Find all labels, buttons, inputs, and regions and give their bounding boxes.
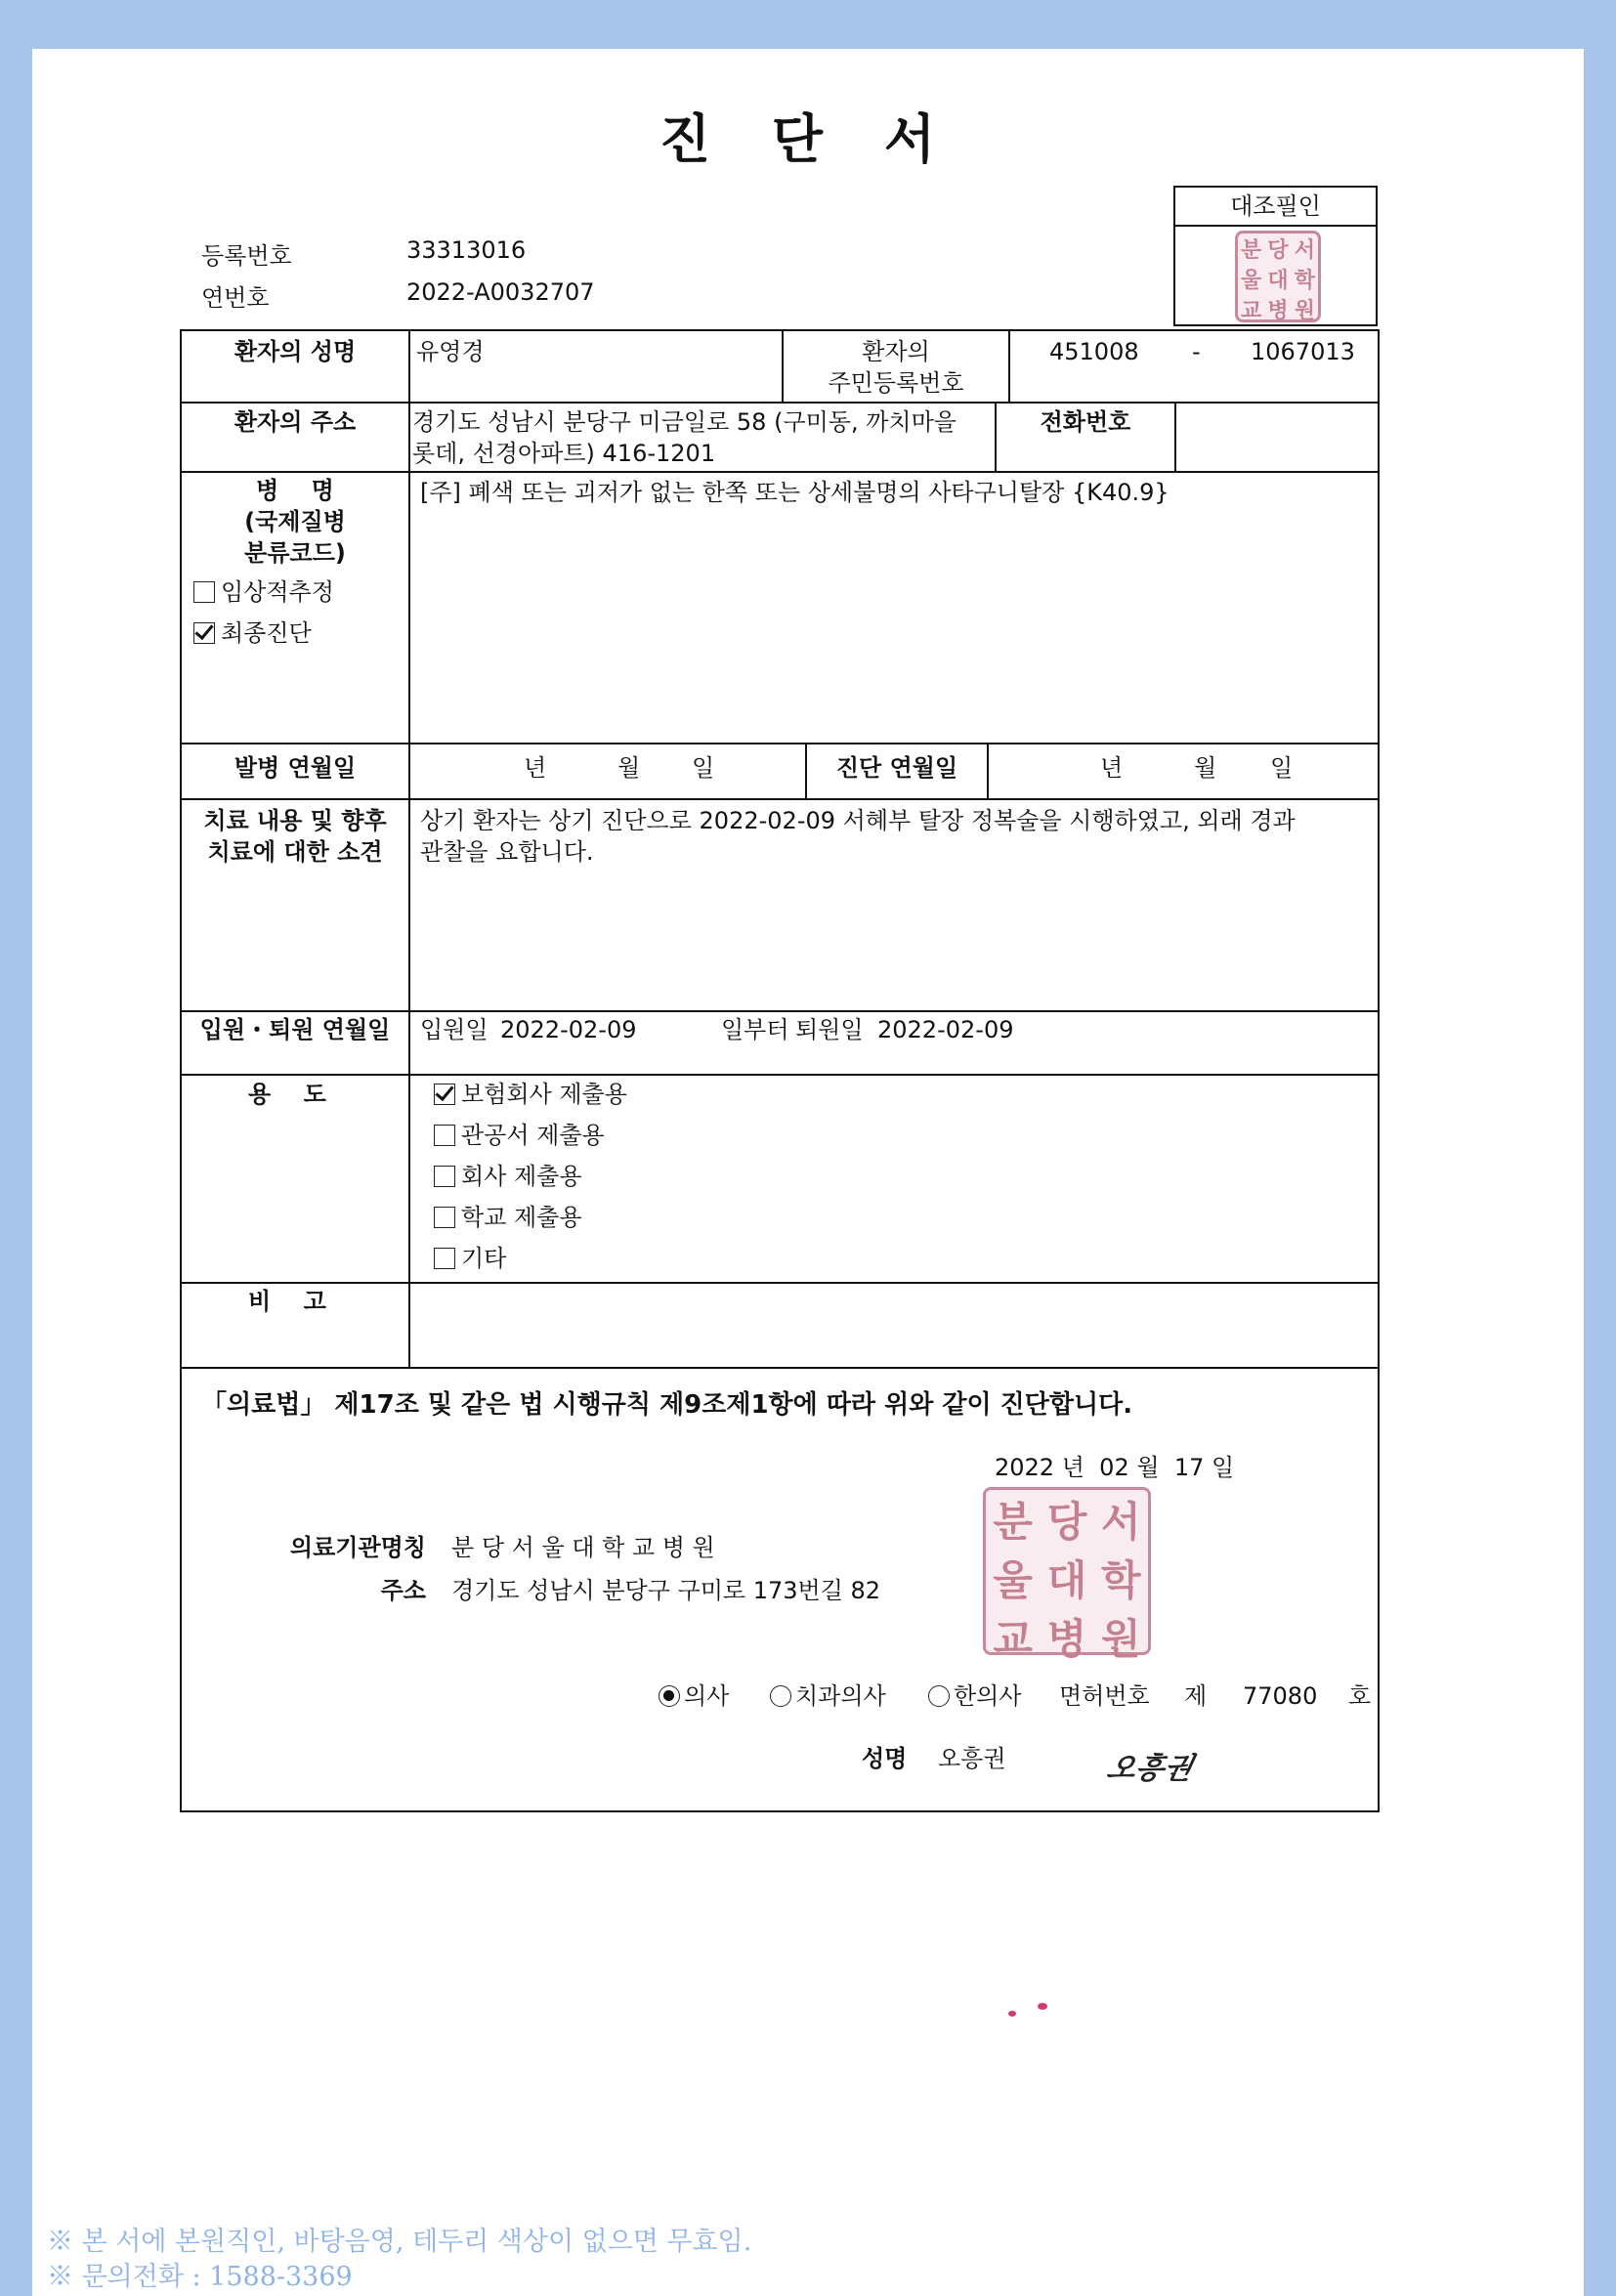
remarks-label: 비 고 — [248, 1288, 326, 1315]
usage-other-checkbox[interactable] — [434, 1248, 455, 1269]
usage-option-insurance[interactable]: 보험회사 제출용 — [434, 1078, 627, 1111]
issue-year: 2022 — [995, 1454, 1055, 1481]
diagnosis-day-unit: 일 — [1270, 754, 1294, 782]
institution-address: 경기도 성남시 분당구 구미로 173번길 82 — [451, 1577, 881, 1604]
doctor-radio[interactable] — [659, 1685, 680, 1707]
usage-insurance-checkbox[interactable] — [434, 1084, 455, 1105]
doctor-signature: 오흥권 — [1103, 1752, 1196, 1786]
reg-label: 등록번호 — [201, 242, 292, 270]
doctor-type-oriental[interactable]: 한의사 — [928, 1679, 1022, 1713]
doctor-type-doctor[interactable]: 의사 — [659, 1679, 729, 1713]
treatment-line2: 관찰을 요합니다. — [420, 838, 594, 866]
diagnosis-text: [주] 폐색 또는 괴저가 없는 한쪽 또는 상세불명의 사타구니탈장 {K40.9} — [420, 479, 1169, 506]
clinical-estimate-checkbox[interactable] — [193, 581, 215, 603]
patient-name-label: 환자의 성명 — [234, 338, 357, 365]
treatment-label-line1: 치료 내용 및 향후 — [203, 807, 387, 834]
admission-in-date: 2022-02-09 — [500, 1016, 637, 1043]
usage-company-checkbox[interactable] — [434, 1166, 455, 1187]
license-label: 면허번호 — [1059, 1682, 1150, 1710]
oriental-doctor-radio[interactable] — [928, 1685, 950, 1707]
admission-in-label: 입원일 — [420, 1016, 489, 1043]
usage-option-company[interactable]: 회사 제출용 — [434, 1160, 582, 1193]
license-number: 77080 — [1243, 1682, 1318, 1710]
onset-date-label: 발병 연월일 — [234, 754, 357, 782]
onset-year-unit: 년 — [524, 754, 547, 782]
issue-month: 02 — [1099, 1454, 1129, 1481]
final-diagnosis-option[interactable] — [193, 617, 312, 650]
patient-address-line1: 경기도 성남시 분당구 미금일로 58 (구미동, 까치마을 — [412, 408, 957, 436]
discharge-label: 퇴원일 — [795, 1016, 864, 1043]
diagnosis-label-line3: 분류코드) — [244, 539, 346, 567]
rrn-label-line1: 환자의 — [862, 338, 930, 365]
clinical-estimate-label: 임상적추정 — [221, 578, 334, 606]
signer-label: 성명 — [862, 1745, 908, 1772]
seal-box-header: 대조필인 — [1175, 188, 1376, 227]
usage-government-checkbox[interactable] — [434, 1125, 455, 1146]
diagnosis-label-line1: 병 명 — [256, 477, 334, 504]
diagnosis-month-unit: 월 — [1194, 754, 1217, 782]
usage-school-checkbox[interactable] — [434, 1207, 455, 1228]
usage-option-government[interactable]: 관공서 제출용 — [434, 1119, 605, 1152]
clinical-estimate-option[interactable] — [193, 575, 334, 609]
usage-option-school[interactable]: 학교 제출용 — [434, 1201, 582, 1234]
onset-day-unit: 일 — [692, 754, 715, 782]
institution-name: 분 당 서 울 대 학 교 병 원 — [451, 1534, 715, 1561]
patient-name: 유영경 — [416, 338, 485, 365]
serial-label: 연번호 — [201, 284, 270, 312]
usage-label: 용 도 — [248, 1081, 326, 1108]
ink-speck — [1038, 2003, 1047, 2010]
treatment-line1: 상기 환자는 상기 진단으로 2022-02-09 서혜부 탈장 정복술을 시행하였고, 외래 경과 — [420, 807, 1296, 834]
rrn-front: 451008 — [1049, 338, 1139, 365]
usage-option-other[interactable]: 기타 — [434, 1242, 506, 1275]
institution-address-label: 주소 — [380, 1577, 426, 1604]
license-suffix: 호 — [1348, 1682, 1372, 1710]
hospital-official-seal: 분 당 서 울 대 학 교 병 원 — [983, 1487, 1151, 1655]
document-title: 진 단 서 — [659, 107, 957, 170]
dentist-radio[interactable] — [770, 1685, 791, 1707]
phone-label: 전화번호 — [1040, 408, 1131, 436]
diagnosis-date-label: 진단 연월일 — [835, 754, 958, 782]
final-diagnosis-label: 최종진단 — [221, 619, 312, 647]
rrn-label-line2: 주민등록번호 — [828, 369, 964, 397]
serial-number: 2022-A0032707 — [406, 278, 595, 306]
issue-day: 17 — [1173, 1454, 1205, 1481]
patient-address-line2: 롯데, 선경아파트) 416-1201 — [412, 440, 716, 467]
footer-inquiry-phone: ※ 문의전화 : 1588-3369 — [47, 2262, 353, 2292]
doctor-type-dentist[interactable]: 치과의사 — [770, 1679, 886, 1713]
onset-month-unit: 월 — [617, 754, 641, 782]
diagnosis-year-unit: 년 — [1100, 754, 1124, 782]
reg-number: 33313016 — [406, 236, 527, 264]
treatment-label-line2: 치료에 대한 소견 — [207, 838, 383, 866]
certification-statement: 「의료법」 제17조 및 같은 법 시행규칙 제9조제1항에 따라 위와 같이 진단합니다. — [201, 1390, 1133, 1420]
patient-address-label: 환자의 주소 — [234, 408, 357, 436]
signer-name: 오흥권 — [938, 1745, 1006, 1772]
footer-invalid-notice: ※ 본 서에 본원직인, 바탕음영, 테두리 색상이 없으면 무효임. — [47, 2227, 752, 2257]
rrn-dash: - — [1192, 338, 1201, 365]
diagnosis-label-line2: (국제질병 — [244, 508, 346, 535]
institution-label: 의료기관명칭 — [289, 1534, 426, 1561]
license-prefix: 제 — [1184, 1682, 1208, 1710]
ink-speck — [1008, 2011, 1016, 2017]
verification-seal-stamp: 분 당 서 울 대 학 교 병 원 — [1235, 231, 1321, 322]
rrn-back: 1067013 — [1251, 338, 1355, 365]
diagnosis-form-table — [180, 329, 1380, 1812]
issue-date: 2022 년 02 월 17 일 — [995, 1454, 1235, 1481]
verification-seal-box — [1173, 186, 1378, 326]
discharge-date: 2022-02-09 — [877, 1016, 1014, 1043]
admission-label: 입원・퇴원 연월일 — [199, 1016, 391, 1043]
admission-from-label: 일부터 — [721, 1016, 789, 1043]
final-diagnosis-checkbox[interactable] — [193, 622, 215, 644]
